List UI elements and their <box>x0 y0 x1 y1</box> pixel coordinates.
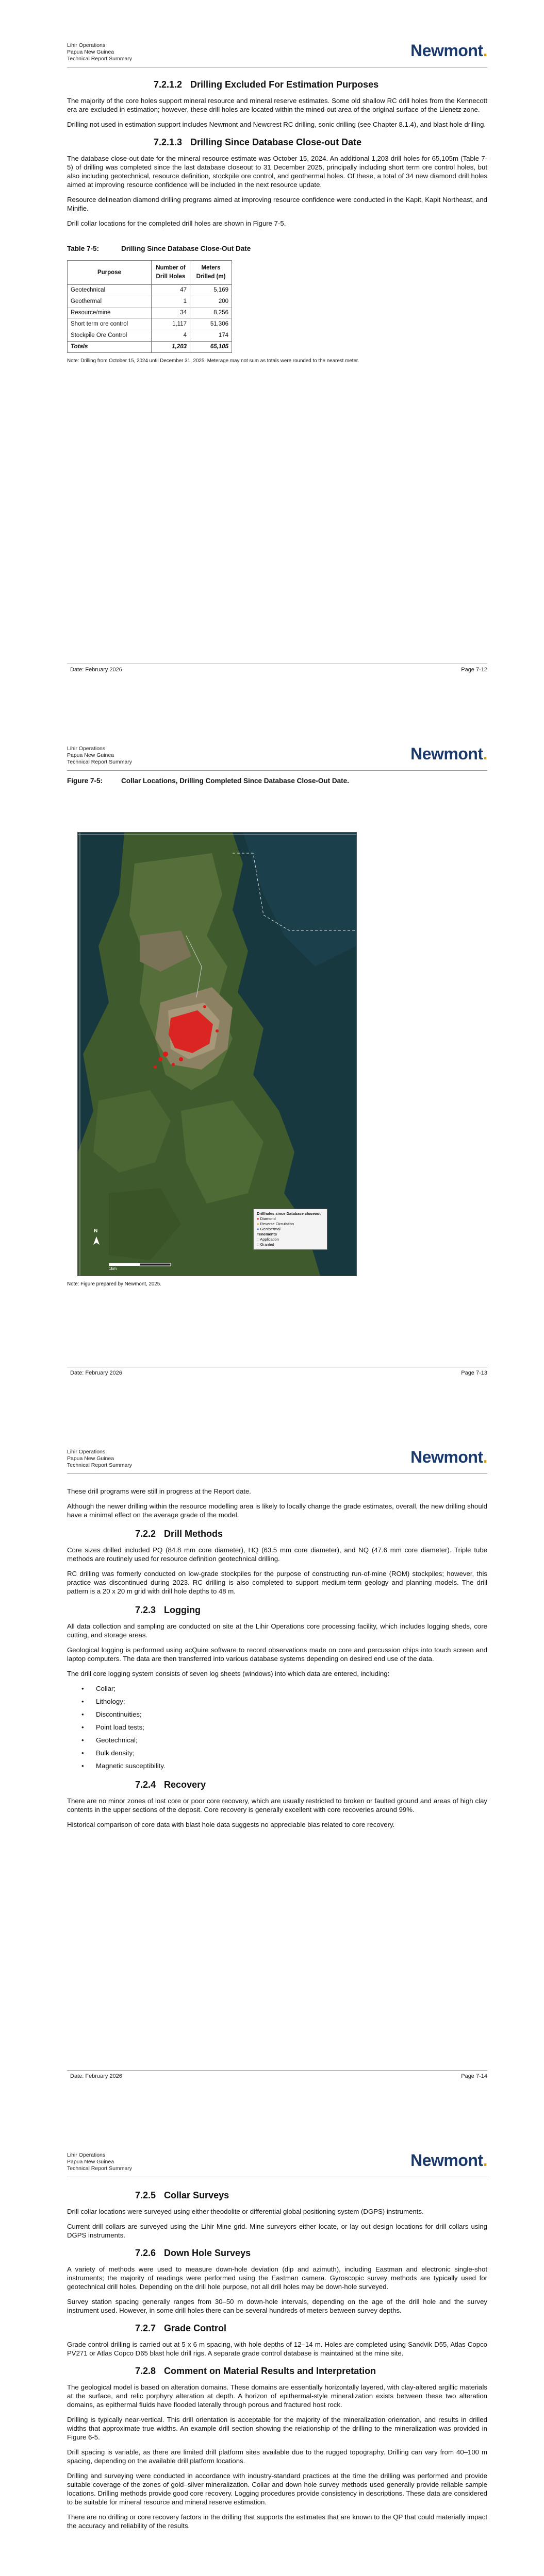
paragraph: Although the newer drilling within the resource modelling area is likely to locally change the grade estimates, overall, the new drilling should have a minimal effect on the average grade of the model. <box>67 1502 487 1519</box>
newmont-logo: Newmont. <box>410 2151 487 2170</box>
drilling-table <box>67 260 232 353</box>
page-7-13 <box>0 703 544 1406</box>
page-number: Page 7-13 <box>461 1370 487 1376</box>
paragraph: There are no drilling or core recovery factors in the drilling that supports the estimates that are known to the QP that could materially impact the accuracy and reliability of the results. <box>67 2513 487 2530</box>
header-company: Lihir Operations <box>67 42 106 48</box>
paragraph: The drill core logging system consists of seven log sheets (windows) into which data are entered, including: <box>67 1670 390 1677</box>
section-heading: 7.2.6 Down Hole Surveys <box>135 2248 251 2258</box>
section-heading: 7.2.4 Recovery <box>135 1780 206 1790</box>
legend-item: ● Geothermal <box>257 1227 281 1231</box>
paragraph: All data collection and sampling are conducted on site at the Lihir Operations core processing facility, which includes logging sheds, core cutting, and storage areas. <box>67 1622 487 1639</box>
page-content <box>67 2187 487 2536</box>
section-heading: 7.2.5 Collar Surveys <box>135 2190 229 2200</box>
paragraph: Drilling is typically near-vertical. This drill orientation is acceptable for the majority of the mineralization orientation, and results in drilled widths that approximate true widths. An example drill section showing the relationship of the drilling to the mineralization was provided in Figure 6-5. <box>67 2416 487 2441</box>
paragraph: Drilling and surveying were conducted in accordance with industry-standard practices at the time the drilling was performed and provide suitable coverage of the zones of gold–silver mineralization. Collar and down hole survey methods used generally provide reliable sample locations. Drilling methods provide good core recovery. Logging procedures provide consistency in descriptions. These data are considered to be suitable for mineral resource and mineral reserve estimation. <box>67 2472 487 2506</box>
page-number: Page 7-12 <box>461 667 487 673</box>
newmont-logo: Newmont. <box>410 41 487 60</box>
list-item: • Magnetic susceptibility. <box>81 1761 487 1770</box>
section-heading: 7.2.3 Logging <box>135 1605 201 1615</box>
paragraph: Resource delineation diamond drilling programs aimed at improving resource confidence were conducted in the Kapit, Kapit Northeast, and Minifie. <box>67 196 487 212</box>
scale-bar <box>109 1263 171 1266</box>
page-header: Lihir Operations Papua New Guinea Technical Report Summary <box>67 745 133 765</box>
table-total-row: Totals 1,203 65,105 <box>68 342 232 353</box>
figure-caption: Figure 7-5: Collar Locations, Drilling Completed Since Database Close-Out Date. <box>67 777 349 785</box>
section-heading: 7.2.7 Grade Control <box>135 2323 227 2333</box>
list-item: • Collar; <box>81 1684 487 1693</box>
page-number: Page 7-14 <box>461 2073 487 2079</box>
legend-item: □ Application <box>257 1237 279 1242</box>
page-header: Lihir Operations Papua New Guinea Technical Report Summary <box>67 1449 133 1468</box>
paragraph: Current drill collars are surveyed using the Lihir Mine grid. Mine surveyors either locate, or lay out design locations for drill collars using DGPS instruments. <box>67 2223 487 2239</box>
paragraph: Drill collar locations for the completed drill holes are shown in Figure 7-5. <box>67 219 286 227</box>
section-heading: 7.2.8 Comment on Material Results and Interpretation <box>135 2366 376 2376</box>
paragraph: Historical comparison of core data with blast hole data suggests no appreciable bias related to core recovery. <box>67 1821 395 1828</box>
page-footer: Date: February 2026 Page 7-14 <box>67 2070 487 2073</box>
north-label: N <box>94 1228 98 1234</box>
paragraph: Geological logging is performed using acQuire software to record observations made on core and percussion chips into touch screen and laptop computers. The data are then transferred into various database systems depending on desired end use of the data. <box>67 1646 487 1663</box>
paragraph: Drilling not used in estimation support includes Newmont and Newcrest RC drilling, sonic drilling (see Chapter 8.1.4), and blast hole drilling. <box>67 121 486 128</box>
collar-location-map <box>77 832 357 1276</box>
paragraph: The database close-out date for the mineral resource estimate was October 15, 2024. An additional 1,203 drill holes for 65,105m (Table 7-5) of drilling was completed since the last database closeout to 31 December 2025, principally including short term ore control holes, but also including geotechnical, resource definition, stockpile ore control, and geothermal holes. Of these, a total of 34 new diamond drill holes aimed at improving resource confidence will be included in the next resource update. <box>67 155 487 189</box>
table-row: Geothermal 1 200 <box>68 296 232 308</box>
section-heading: 7.2.1.2 Drilling Excluded For Estimation Purposes <box>154 79 379 90</box>
list-item: • Lithology; <box>81 1697 487 1706</box>
paragraph: The majority of the core holes support mineral resource and mineral reserve estimates. Some old shallow RC drill holes from the Kennecott era are excluded in estimation; however, these drill holes are located within the mined-out area of the original surface of the Lienetz zone. <box>67 97 487 113</box>
footer-date: Date: February 2026 <box>70 667 122 673</box>
list-item: • Point load tests; <box>81 1723 487 1732</box>
list-item: • Discontinuities; <box>81 1710 487 1719</box>
legend-subtitle: Tenements <box>257 1232 277 1236</box>
header-divider <box>67 1473 487 1474</box>
paragraph: RC drilling was formerly conducted on low-grade stockpiles for the purpose of constructing run-of-mine (ROM) stockpiles; however, this practice was discontinued during 2023. RC drilling is also completed to support medium-term geology and planning models. The drill pattern is a 20 x 20 m grid with drill hole depths to 48 m. <box>67 1570 487 1595</box>
paragraph: A variety of methods were used to measure down-hole deviation (dip and azimuth), including Eastman and electronic single-shot instruments; the majority of readings were performed using the Eastman camera. Gyroscopic survey methods are typically used for geotechnical drill holes. Depending on the drill hole purpose, not all drill holes may be down-hole surveyed. <box>67 2265 487 2291</box>
page-7-15 <box>0 2110 544 2576</box>
list-item: • Geotechnical; <box>81 1736 487 1744</box>
newmont-logo: Newmont. <box>410 1448 487 1466</box>
table-row: Stockpile Ore Control 4 174 <box>68 330 232 342</box>
paragraph: Drill spacing is variable, as there are limited drill platform sites available due to the rugged topography. Drilling can vary from 40–100 m spacing, depending on the available drill platform locations. <box>67 2448 487 2465</box>
table-caption: Table 7-5: Drilling Since Database Close-Out Date <box>67 245 251 252</box>
header-divider <box>67 770 487 771</box>
paragraph: These drill programs were still in progress at the Report date. <box>67 1487 251 1495</box>
paragraph: The geological model is based on alteration domains. These domains are essentially horizontally layered, with clay-altered argillic materials at the surface, and relic porphyry alteration at depth. A horizon of epithermal-style mineralization exists between these two alteration domains, as epithermal fluids have flooded laterally through porous and fractured host rock. <box>67 2383 487 2409</box>
header-country: Papua New Guinea <box>67 49 114 55</box>
paragraph: There are no minor zones of lost core or poor core recovery, which are usually restricted to broken or faulted ground and areas of high clay contents in the upper sections of the deposit. Core recovery is generally excellent with core recoveries around 99%. <box>67 1797 487 1814</box>
table-note: Note: Drilling from October 15, 2024 until December 31, 2025. Meterage may not sum as totals were rounded to the nearest meter. <box>67 358 359 364</box>
legend-item: ● Reverse Circulation <box>257 1222 294 1226</box>
page-7-14 <box>0 1406 544 2110</box>
legend-item: □ Granted <box>257 1242 274 1247</box>
log-sheet-list <box>81 1684 487 1770</box>
figure-note: Note: Figure prepared by Newmont, 2025. <box>67 1281 161 1287</box>
table-header: Purpose <box>68 261 152 285</box>
page-content <box>67 76 487 364</box>
paragraph: Grade control drilling is carried out at 5 x 6 m spacing, with hole depths of 12–14 m. Holes are completed using Sandvik D55, Atlas Copco PV271 or Atlas Copco D65 blast hole drill rigs. A separate grade control database is maintained at the mine site. <box>67 2341 487 2357</box>
table-row: Geotechnical 47 5,169 <box>68 285 232 296</box>
table-header: Meters Drilled (m) <box>190 261 232 285</box>
scale-label: 1km <box>109 1266 117 1271</box>
table-row: Resource/mine 34 8,256 <box>68 308 232 319</box>
header-report-type: Technical Report Summary <box>67 56 133 62</box>
page-content <box>67 1487 487 1835</box>
table-header: Number of Drill Holes <box>152 261 190 285</box>
legend-title: Drillholes since Database closeout <box>257 1211 321 1216</box>
page-header <box>67 42 132 62</box>
page-7-12 <box>0 0 544 703</box>
page-header: Lihir Operations Papua New Guinea Technical Report Summary <box>67 2152 133 2172</box>
page-footer <box>67 664 487 673</box>
section-heading: 7.2.2 Drill Methods <box>135 1529 223 1539</box>
legend-item: ● Diamond <box>257 1216 276 1221</box>
paragraph: Drill collar locations were surveyed using either theodolite or differential global positioning system (DGPS) instruments. <box>67 2208 424 2215</box>
newmont-logo: Newmont. <box>410 744 487 763</box>
paragraph: Core sizes drilled included PQ (84.8 mm core diameter), HQ (63.5 mm core diameter), and NQ (47.6 mm core diameter). Triple tube methods are routinely used for resource definition geotechnical drilling. <box>67 1546 487 1563</box>
list-item: • Bulk density; <box>81 1749 487 1757</box>
paragraph: Survey station spacing generally ranges from 30–50 m down-hole intervals, depending on the age of the drill hole and the survey instrument used. However, in some drill holes there can be several hundreds of meters between survey depths. <box>67 2298 487 2314</box>
section-heading: 7.2.1.3 Drilling Since Database Close-out Date <box>154 137 362 147</box>
table-row: Short term ore control 1,117 51,306 <box>68 319 232 330</box>
map-legend <box>253 1209 327 1250</box>
page-footer: Date: February 2026 Page 7-13 <box>67 1367 487 1369</box>
